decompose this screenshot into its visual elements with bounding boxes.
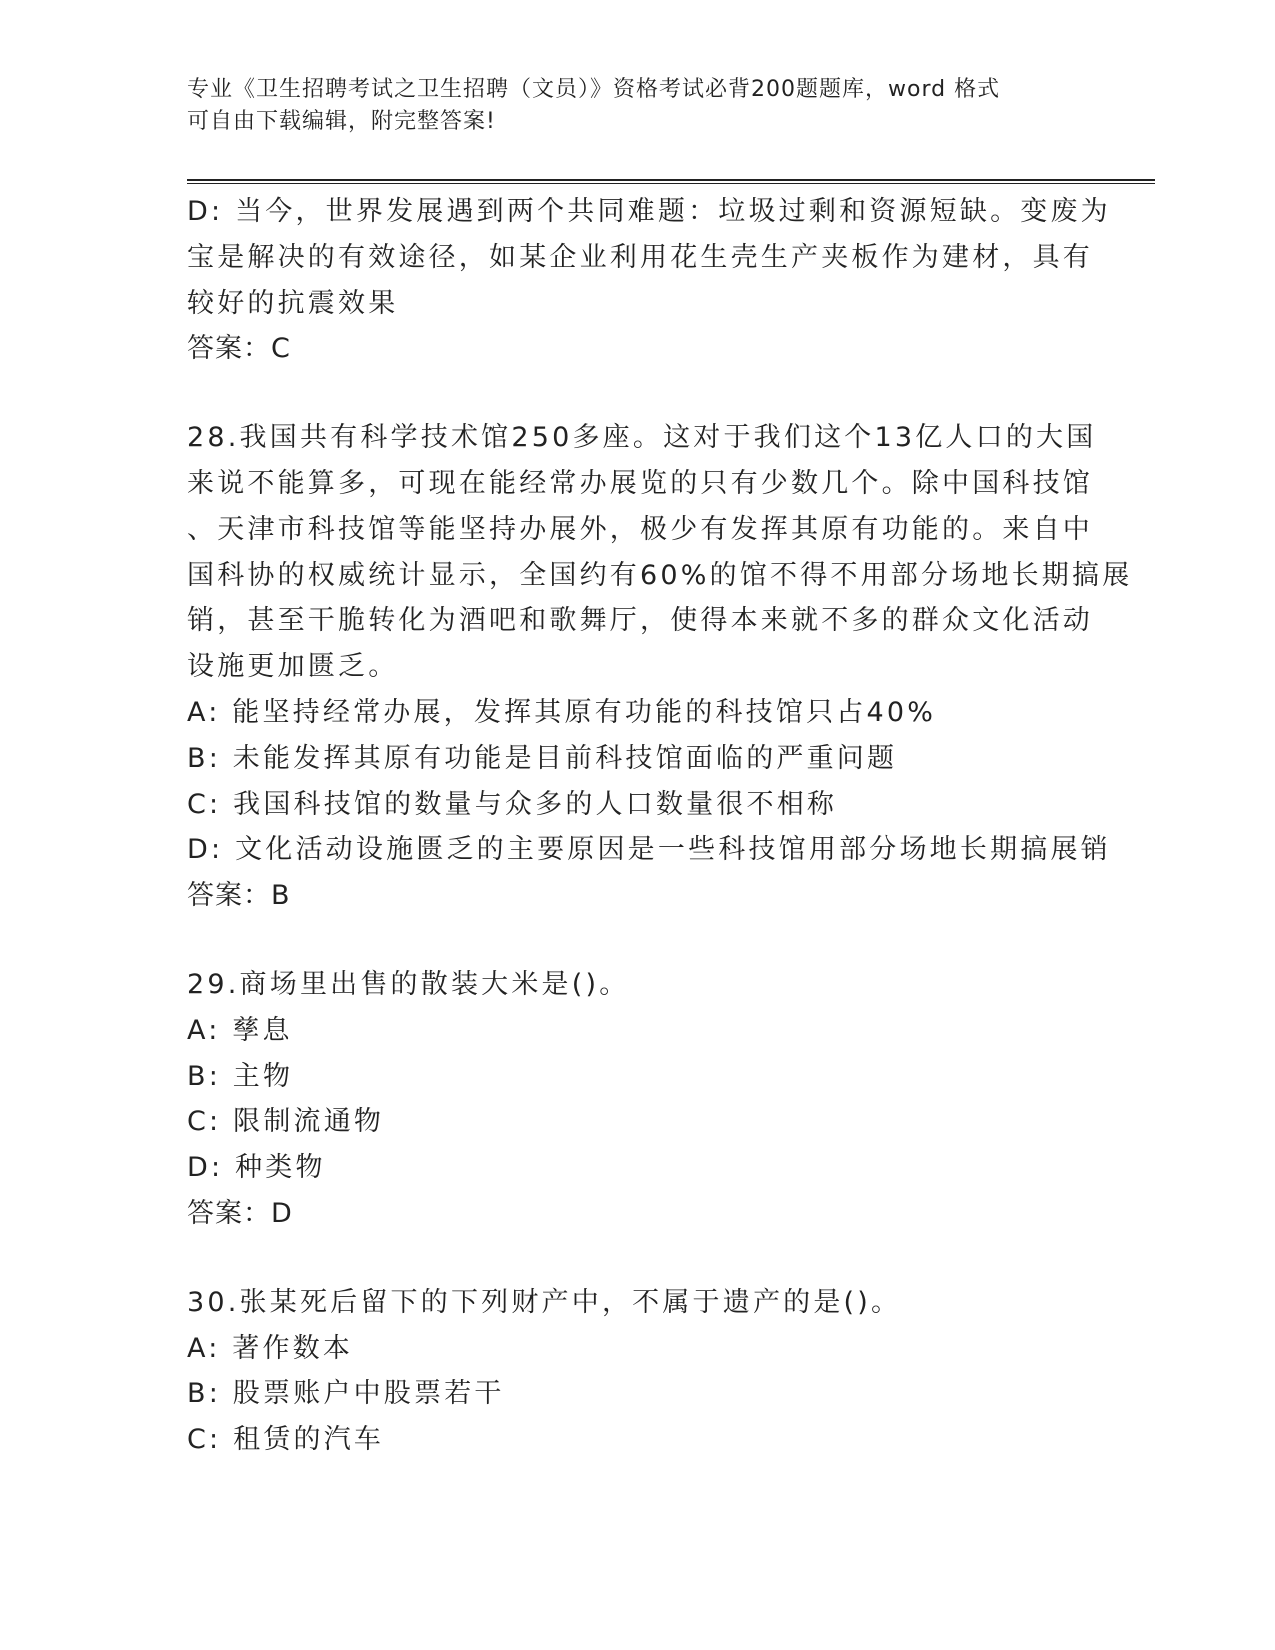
option-a: A: 孳息 [187, 1014, 293, 1046]
option-d-line: 较好的抗震效果 [187, 287, 399, 319]
question-spacer [187, 372, 1107, 415]
header-divider-thin [187, 183, 1155, 184]
option-c: C: 限制流通物 [187, 1106, 385, 1138]
header-title-line-1: 专业《卫生招聘考试之卫生招聘（文员）》资格考试必背200题题库，word 格式 [187, 77, 1001, 102]
question-stem: 30.张某死后留下的下列财产中，不属于遗产的是()。 [187, 1286, 902, 1318]
header-divider [187, 179, 1155, 181]
option-b: B: 股票账户中股票若干 [187, 1378, 505, 1410]
header-title-line-2: 可自由下载编辑，附完整答案! [187, 109, 496, 134]
question-list [187, 189, 1133, 1463]
option-c: C: 租赁的汽车 [187, 1424, 385, 1456]
option-d-line: 宝是解决的有效途径，如某企业利用花生壳生产夹板作为建材，具有 [187, 241, 1093, 273]
option-c: C: 我国科技馆的数量与众多的人口数量很不相称 [187, 788, 838, 820]
question-stem-line: 国科协的权威统计显示，全国约有60%的馆不得不用部分场地长期搞展 [187, 559, 1133, 591]
question-stem-line: 设施更加匮乏。 [187, 651, 399, 683]
option-b: B: 主物 [187, 1060, 294, 1092]
answer-line: 答案：D [187, 1197, 293, 1229]
question-spacer [187, 1237, 1107, 1280]
question-stem-line: 、天津市科技馆等能坚持办展外，极少有发挥其原有功能的。来自中 [187, 513, 1093, 545]
option-a: A: 著作数本 [187, 1332, 354, 1364]
question-30 [187, 1280, 1107, 1463]
document-header [187, 74, 1087, 138]
question-28 [187, 415, 1133, 919]
option-b: B: 未能发挥其原有功能是目前科技馆面临的严重问题 [187, 742, 898, 774]
answer-line: 答案：B [187, 880, 291, 912]
option-d: D: 种类物 [187, 1152, 326, 1184]
option-a: A: 能坚持经常办展，发挥其原有功能的科技馆只占40% [187, 696, 937, 728]
question-stem-line: 来说不能算多，可现在能经常办展览的只有少数几个。除中国科技馆 [187, 467, 1093, 499]
question-29 [187, 962, 1107, 1237]
option-d: D: 文化活动设施匮乏的主要原因是一些科技馆用部分场地长期搞展销 [187, 834, 1111, 866]
option-d-line: D: 当今，世界发展遇到两个共同难题：垃圾过剩和资源短缺。变废为 [187, 196, 1111, 227]
answer-line: 答案：C [187, 333, 291, 365]
question-stem-line: 28.我国共有科学技术馆250多座。这对于我们这个13亿人口的大国 [187, 422, 1097, 454]
question-27-tail [187, 189, 1111, 372]
question-stem-line: 销，甚至干脆转化为酒吧和歌舞厅，使得本来就不多的群众文化活动 [187, 605, 1093, 637]
question-stem: 29.商场里出售的散装大米是()。 [187, 968, 630, 1000]
question-spacer [187, 919, 1107, 962]
